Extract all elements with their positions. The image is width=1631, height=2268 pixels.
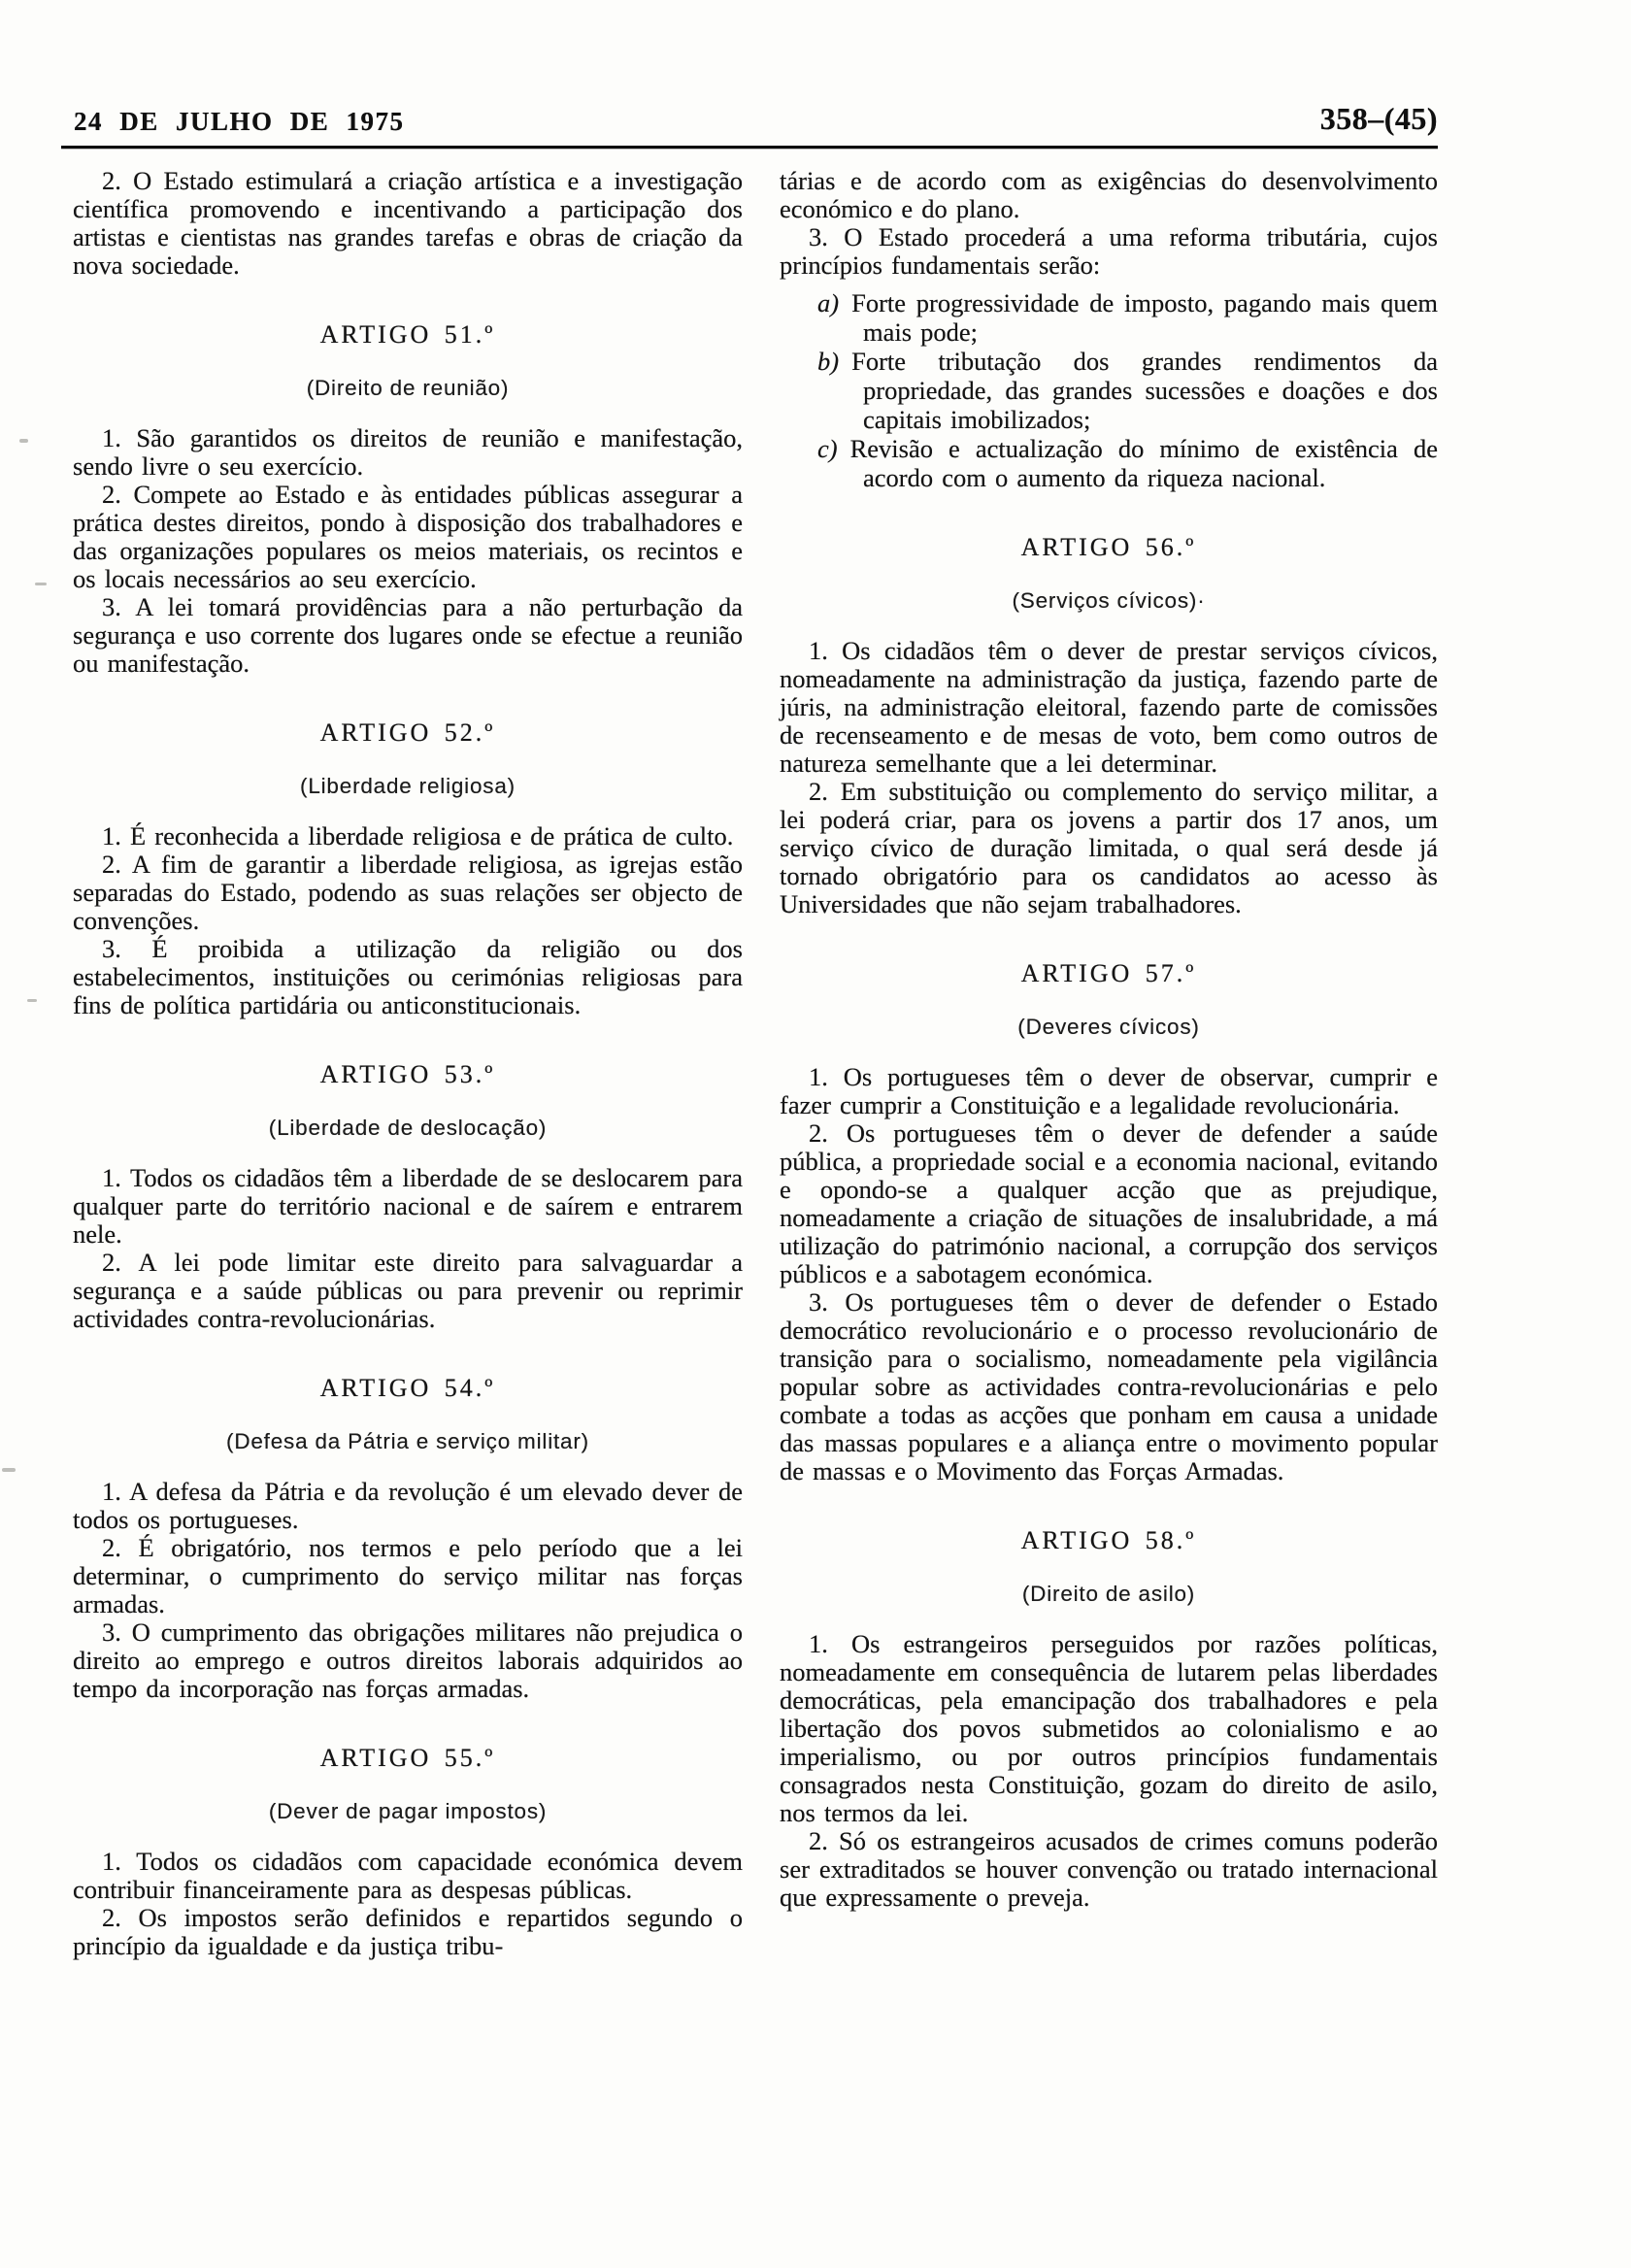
article-55-epigraph: (Dever de pagar impostos): [268, 1799, 548, 1823]
header-date: 24 DE JULHO DE 1975: [74, 107, 405, 136]
article-55-paragraph-2: 2. Os impostos serão definidos e repartidos segundo o princípio da igualdade e da justiça tribu-: [73, 1903, 743, 1960]
article-55-alineas-list: [780, 288, 1438, 492]
alinea-a-marker: a): [817, 288, 840, 317]
article-54-paragraph-2: 2. É obrigatório, nos termos e pelo período que a lei determinar, o cumprimento do serviço militar nas forças armadas.: [73, 1533, 743, 1618]
article-58-heading: ARTIGO 58.º: [1020, 1526, 1197, 1554]
scan-artifact: [27, 999, 37, 1002]
article-54-heading: ARTIGO 54.º: [319, 1374, 496, 1402]
article-56-epigraph: (Serviços cívicos)·: [1012, 588, 1206, 613]
article-52-epigraph: (Liberdade religiosa): [300, 774, 516, 798]
article-54-paragraph-3: 3. O cumprimento das obrigações militares não prejudica o direito ao emprego e outros direitos laborais adquiridos ao tempo da incorporação nas forças armadas.: [73, 1618, 743, 1703]
left-column: [73, 167, 743, 1960]
article-52-paragraph-2: 2. A fim de garantir a liberdade religiosa, as igrejas estão separadas do Estado, podendo as suas relações ser objecto de convenções.: [73, 850, 743, 935]
scan-artifact: [19, 439, 28, 443]
article-58-paragraph-2: 2. Só os estrangeiros acusados de crimes comuns poderão ser extraditados se houver convenção ou tratado internacional que expressamente o preveja.: [780, 1826, 1438, 1912]
article-52-paragraph-1: 1. É reconhecida a liberdade religiosa e de prática de culto.: [102, 821, 734, 850]
article-57-paragraph-3: 3. Os portugueses têm o dever de defender o Estado democrático revolucionário e o processo revolucionário de transição para o socialismo, nomeadamente pela vigilância popular sobre as actividades contra-revolucionárias e pelo combate a todas as acções que ponham em causa a unidade das massas populares e a aliança entre o movimento popular de massas e o Movimento das Forças Armadas.: [780, 1287, 1438, 1485]
article-51-paragraph-1: 1. São garantidos os direitos de reunião e manifestação, sendo livre o seu exercício.: [73, 423, 743, 481]
article-57-epigraph: (Deveres cívicos): [1017, 1015, 1200, 1039]
page-content: [73, 167, 1438, 1960]
article-56-paragraph-1: 1. Os cidadãos têm o dever de prestar serviços cívicos, nomeadamente na administração da justiça, fazendo parte de júris, na administração eleitoral, fazendo parte de comissões de recenseamento e de mesas de voto, bem como outros de natureza semelhante que a lei determinar.: [780, 636, 1438, 778]
alinea-c-marker: c): [817, 434, 838, 463]
article-58-epigraph: (Direito de asilo): [1021, 1582, 1196, 1606]
alinea-a-text: Forte progressividade de imposto, pagando mais quem mais pode;: [851, 288, 1438, 347]
alinea-b-text: Forte tributação dos grandes rendimentos da propriedade, das grandes sucessões e doações e dos capitais imobilizados;: [851, 347, 1438, 434]
article-54-paragraph-1: 1. A defesa da Pátria e da revolução é um elevado dever de todos os portugueses.: [73, 1477, 743, 1534]
article-55-paragraph-2-continuation: tárias e de acordo com as exigências do desenvolvimento económico e do plano.: [780, 166, 1438, 223]
article-53-epigraph: (Liberdade de deslocação): [268, 1116, 548, 1140]
alinea-b-marker: b): [817, 347, 840, 376]
article-53-paragraph-1: 1. Todos os cidadãos têm a liberdade de se deslocarem para qualquer parte do território nacional e de saírem e entrarem nele.: [73, 1163, 743, 1249]
paragraph-criacao-artistica: 2. O Estado estimulará a criação artística e a investigação científica promovendo e incentivando a participação dos artistas e cientistas nas grandes tarefas e obras de criação da nova sociedade.: [73, 166, 743, 280]
alinea-a: [780, 288, 1438, 347]
article-57-paragraph-2: 2. Os portugueses têm o dever de defender a saúde pública, a propriedade social e a economia nacional, evitando e opondo-se a qualquer acção que as prejudique, nomeadamente a criação de situações de insalubridade, a má utilização do património nacional, a corrupção dos serviços públicos e a sabotagem económica.: [780, 1118, 1438, 1288]
article-55-paragraph-1: 1. Todos os cidadãos com capacidade económica devem contribuir financeiramente para as despesas públicas.: [73, 1847, 743, 1904]
scan-artifact: [35, 583, 47, 585]
article-51-paragraph-2: 2. Compete ao Estado e às entidades públicas assegurar a prática destes direitos, pondo à disposição dos trabalhadores e das organizações populares os meios materiais, os recintos e os locais necessários ao seu exercício.: [73, 480, 743, 593]
article-52-paragraph-3: 3. É proibida a utilização da religião ou dos estabelecimentos, instituições ou cerimónias religiosas para fins de política partidária ou anticonstitucionais.: [73, 934, 743, 1019]
article-56-heading: ARTIGO 56.º: [1020, 533, 1197, 561]
article-55-heading: ARTIGO 55.º: [319, 1744, 496, 1772]
article-53-heading: ARTIGO 53.º: [319, 1060, 496, 1088]
article-54-epigraph: (Defesa da Pátria e serviço militar): [226, 1429, 589, 1453]
article-56-paragraph-2: 2. Em substituição ou complemento do serviço militar, a lei poderá criar, para os jovens a partir dos 17 anos, um serviço cívico de duração limitada, o qual será desde já tornado obrigatório para os candidatos ao acesso às Universidades que não sejam trabalhadores.: [780, 777, 1438, 918]
article-57-heading: ARTIGO 57.º: [1020, 959, 1197, 987]
article-52-heading: ARTIGO 52.º: [319, 718, 496, 747]
alinea-c-text: Revisão e actualização do mínimo de existência de acordo com o aumento da riqueza nacional.: [849, 434, 1438, 492]
article-55-paragraph-3: 3. O Estado procederá a uma reforma tributária, cujos princípios fundamentais serão:: [780, 222, 1438, 280]
alinea-c: [780, 434, 1438, 492]
header-page-number: 358–(45): [1319, 101, 1438, 136]
header-rule: [61, 146, 1438, 149]
article-51-heading: ARTIGO 51.º: [319, 320, 496, 349]
right-column: [780, 167, 1438, 1960]
article-53-paragraph-2: 2. A lei pode limitar este direito para salvaguardar a segurança e a saúde públicas ou para prevenir ou reprimir actividades contra-revolucionárias.: [73, 1248, 743, 1333]
article-58-paragraph-1: 1. Os estrangeiros perseguidos por razões políticas, nomeadamente em consequência de lutarem pelas liberdades democráticas, pela emancipação dos trabalhadores e pela libertação dos povos submetidos ao colonialismo e ao imperialismo, ou por outros princípios fundamentais consagrados nesta Constituição, gozam do direito de asilo, nos termos da lei.: [780, 1629, 1438, 1827]
scan-artifact: [2, 1468, 16, 1472]
article-51-paragraph-3: 3. A lei tomará providências para a não perturbação da segurança e uso corrente dos lugares onde se efectue a reunião ou manifestação.: [73, 592, 743, 678]
article-57-paragraph-1: 1. Os portugueses têm o dever de observar, cumprir e fazer cumprir a Constituição e a legalidade revolucionária.: [780, 1062, 1438, 1119]
alinea-b: [780, 347, 1438, 434]
article-51-epigraph: (Direito de reunião): [306, 376, 510, 400]
